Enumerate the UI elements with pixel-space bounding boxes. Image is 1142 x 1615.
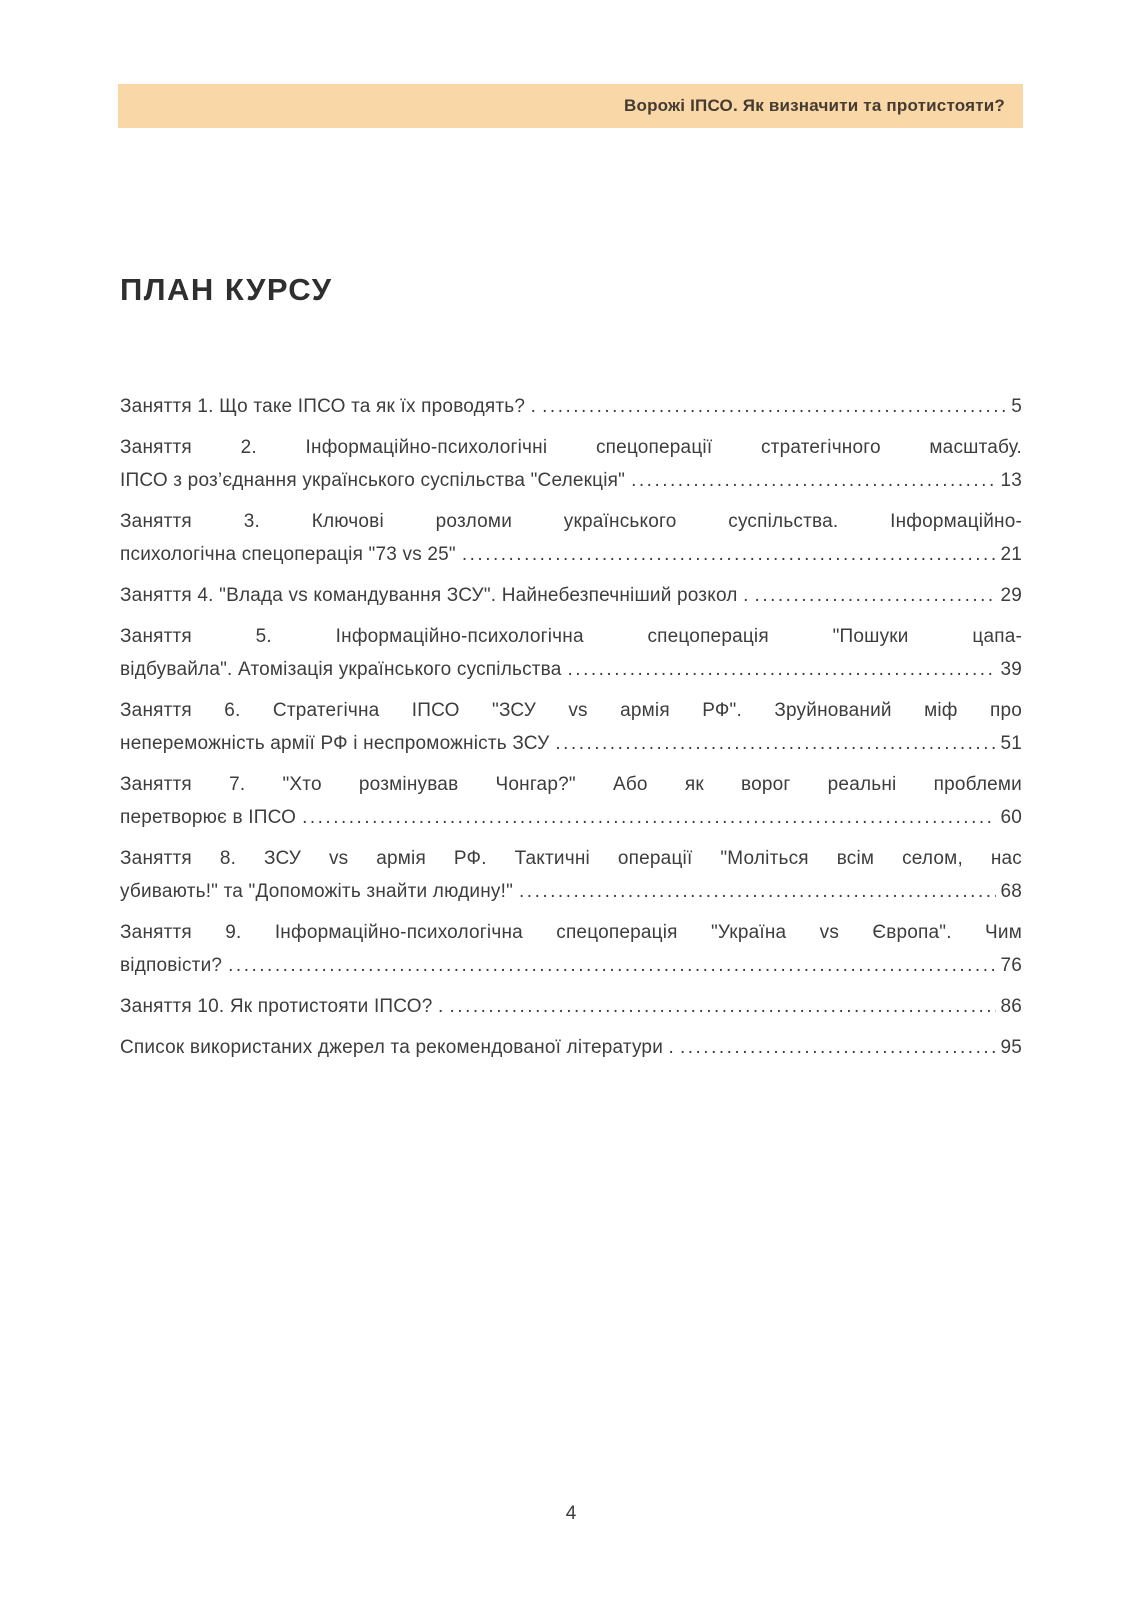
header-title: Ворожі ІПСО. Як визначити та протистояти? bbox=[624, 96, 1005, 115]
toc-dot-leader bbox=[542, 390, 1007, 423]
toc-entry-last-line bbox=[120, 1031, 1022, 1064]
page-title: ПЛАН КУРСУ bbox=[120, 272, 333, 307]
toc-entry bbox=[120, 842, 1022, 908]
toc-entry-last-line bbox=[120, 464, 1022, 497]
toc-entry-text: Заняття 8. ЗСУ vs армія РФ. Тактичні операції "Моліться всім селом, нас bbox=[120, 848, 1022, 869]
toc-entry bbox=[120, 990, 1022, 1023]
toc-entry-text: відбувайла". Атомізація українського суспільства bbox=[120, 659, 562, 680]
toc-dot-leader bbox=[631, 464, 996, 497]
toc-entry-last-line bbox=[120, 579, 1022, 612]
toc-page-number: 76 bbox=[1000, 955, 1022, 976]
toc-entry-last-line bbox=[120, 538, 1022, 571]
toc-entry-text: непереможність армії РФ і неспроможність ЗСУ bbox=[120, 733, 550, 754]
toc-entry-text: Заняття 5. Інформаційно-психологічна спецоперація "Пошуки цапа- bbox=[120, 626, 1022, 647]
toc-entry bbox=[120, 1031, 1022, 1064]
toc-page-number: 21 bbox=[1000, 544, 1022, 565]
toc-entry-text: перетворює в ІПСО bbox=[120, 807, 297, 828]
toc-dot-leader bbox=[568, 653, 997, 686]
toc-entry-last-line bbox=[120, 949, 1022, 982]
toc-page-number: 51 bbox=[1000, 733, 1022, 754]
toc-entry bbox=[120, 431, 1022, 497]
toc-page-number: 68 bbox=[1000, 881, 1022, 902]
toc-entry-last-line bbox=[120, 727, 1022, 760]
toc-page-number: 39 bbox=[1000, 659, 1022, 680]
toc-entry-text: Заняття 9. Інформаційно-психологічна спецоперація "Україна vs Європа". Чим bbox=[120, 922, 1022, 943]
toc-dot-leader bbox=[755, 579, 997, 612]
toc-entry-text: Заняття 10. Як протистояти ІПСО? . bbox=[120, 996, 444, 1017]
footer-page-number: 4 bbox=[565, 1503, 577, 1524]
toc-dot-leader bbox=[680, 1031, 996, 1064]
toc-entry-text: ІПСО з роз’єднання українського суспільства "Селекція" bbox=[120, 470, 626, 491]
toc-entry-text: Список використаних джерел та рекомендованої літератури . bbox=[120, 1037, 674, 1058]
toc-entry-text: убивають!" та "Допоможіть знайти людину!" bbox=[120, 881, 514, 902]
toc-dot-leader bbox=[519, 875, 996, 908]
toc-entry-last-line bbox=[120, 875, 1022, 908]
toc-entry bbox=[120, 390, 1022, 423]
toc-entry-last-line bbox=[120, 653, 1022, 686]
toc-entry-text: відповісти? bbox=[120, 955, 223, 976]
toc-page-number: 5 bbox=[1011, 396, 1022, 417]
toc-entry bbox=[120, 620, 1022, 686]
toc-entry-text: Заняття 6. Стратегічна ІПСО "ЗСУ vs армія РФ". Зруйнований міф про bbox=[120, 700, 1022, 721]
toc-entry bbox=[120, 768, 1022, 834]
toc-entry bbox=[120, 694, 1022, 760]
toc-page-number: 60 bbox=[1000, 807, 1022, 828]
toc-dot-leader bbox=[450, 990, 997, 1023]
toc-dot-leader bbox=[555, 727, 996, 760]
toc-page-number: 13 bbox=[1000, 470, 1022, 491]
content-area bbox=[120, 272, 1022, 1072]
toc-entry-last-line bbox=[120, 801, 1022, 834]
toc-dot-leader bbox=[462, 538, 997, 571]
toc-entry-last-line bbox=[120, 390, 1022, 423]
toc-entry-last-line bbox=[120, 990, 1022, 1023]
toc-page-number: 95 bbox=[1000, 1037, 1022, 1058]
header-bar bbox=[118, 84, 1023, 128]
toc-entry-text: Заняття 7. "Хто розмінував Чонгар?" Або як ворог реальні проблеми bbox=[120, 774, 1022, 795]
toc-entry-text: Заняття 3. Ключові розломи українського суспільства. Інформаційно- bbox=[120, 511, 1022, 532]
toc-page-number: 86 bbox=[1000, 996, 1022, 1017]
toc-entry-text: Заняття 4. "Влада vs командування ЗСУ". Найнебезпечніший розкол . bbox=[120, 585, 749, 606]
toc-entry bbox=[120, 579, 1022, 612]
toc-entry bbox=[120, 916, 1022, 982]
toc-entry-text: Заняття 2. Інформаційно-психологічні спецоперації стратегічного масштабу. bbox=[120, 437, 1022, 458]
toc-page-number: 29 bbox=[1000, 585, 1022, 606]
toc-dot-leader bbox=[228, 949, 996, 982]
toc-entry-text: Заняття 1. Що таке ІПСО та як їх проводять? . bbox=[120, 396, 537, 417]
toc-entry-text: психологічна спецоперація "73 vs 25" bbox=[120, 544, 456, 565]
toc-entry bbox=[120, 505, 1022, 571]
toc-list bbox=[120, 390, 1022, 1064]
toc-dot-leader bbox=[302, 801, 996, 834]
